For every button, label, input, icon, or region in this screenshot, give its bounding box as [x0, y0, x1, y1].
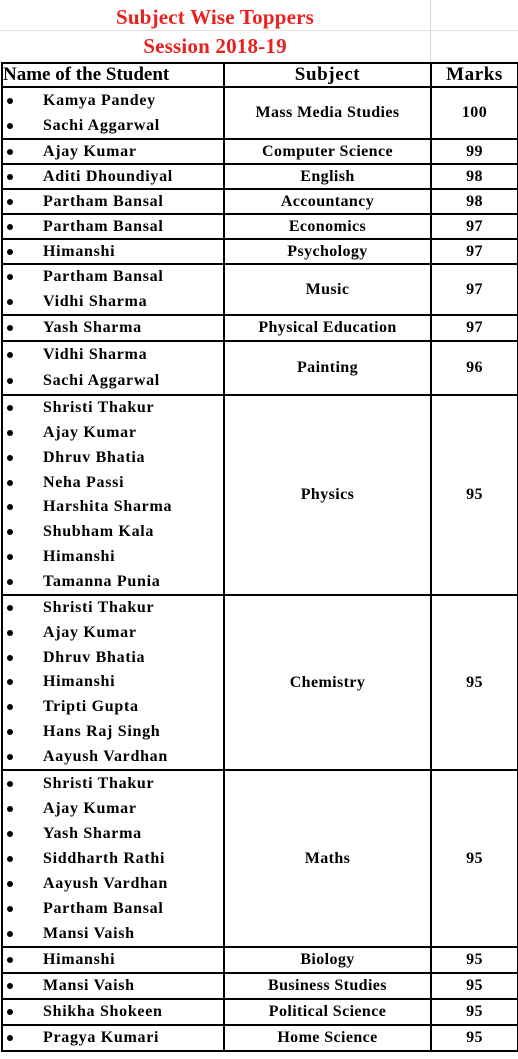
student-list-item [3, 240, 223, 263]
session-subtitle: Session 2018-19 [143, 34, 287, 58]
bullet-icon [7, 1035, 13, 1041]
bullet-icon [7, 931, 13, 937]
bullet-icon [7, 299, 13, 305]
student-list-item [3, 948, 223, 972]
bullet-icon [7, 856, 13, 862]
subject-cell: Music [224, 264, 431, 315]
bullet-icon [7, 655, 13, 661]
marks-cell: 98 [431, 189, 518, 214]
student-name: Himanshi [43, 242, 116, 260]
bullet-icon [7, 579, 13, 585]
student-name: Aayush Vardhan [43, 874, 168, 892]
student-names-cell [2, 139, 224, 164]
bullet-icon [7, 906, 13, 912]
marks-cell: 98 [431, 164, 518, 189]
table-row [2, 315, 518, 341]
table-row [2, 87, 518, 139]
table-row [2, 999, 518, 1025]
student-list-item [3, 140, 223, 163]
bullet-icon [7, 430, 13, 436]
student-list-item [3, 165, 223, 188]
subject-cell: Physical Education [224, 315, 431, 341]
student-list-item [3, 396, 223, 421]
student-names-cell [2, 264, 224, 315]
student-list-item [3, 470, 223, 495]
subject-cell: Computer Science [224, 139, 431, 164]
marks-cell: 95 [431, 999, 518, 1025]
table-row [2, 164, 518, 189]
student-list-item [3, 520, 223, 545]
bullet-icon [7, 529, 13, 535]
student-name: Partham Bansal [43, 192, 164, 210]
student-name: Himanshi [43, 673, 116, 691]
student-list-item [3, 796, 223, 821]
bullet-icon [7, 754, 13, 760]
marks-cell: 95 [431, 770, 518, 947]
student-name: Yash Sharma [43, 319, 142, 336]
student-list-item [3, 342, 223, 368]
student-names-cell [2, 770, 224, 947]
table-row [2, 595, 518, 770]
bullet-icon [7, 957, 13, 963]
table-row [2, 1025, 518, 1051]
subject-cell: Economics [224, 214, 431, 239]
student-names-cell [2, 341, 224, 395]
student-list-item [3, 670, 223, 695]
student-name: Ajay Kumar [43, 799, 137, 817]
student-name: Yash Sharma [43, 824, 142, 842]
table-row [2, 264, 518, 315]
student-name: Hans Raj Singh [43, 722, 161, 740]
student-list-item [3, 596, 223, 621]
student-name: Kamya Pandey [43, 91, 156, 109]
subject-cell: Accountancy [224, 189, 431, 214]
table-row [2, 395, 518, 595]
student-list-item [3, 421, 223, 446]
subject-cell: Physics [224, 395, 431, 595]
student-list-item [3, 290, 223, 315]
student-name: Harshita Sharma [43, 498, 173, 516]
student-list-item [3, 190, 223, 213]
bullet-icon [7, 455, 13, 461]
bullet-icon [7, 249, 13, 255]
student-names-cell [2, 395, 224, 595]
table-row [2, 139, 518, 164]
marks-cell: 95 [431, 395, 518, 595]
subject-cell: Biology [224, 947, 431, 973]
student-name: Dhruv Bhatia [43, 648, 146, 666]
header-row [2, 63, 518, 87]
student-list-item [3, 1026, 223, 1050]
student-names-cell [2, 973, 224, 999]
subject-cell: Painting [224, 341, 431, 395]
student-names-cell [2, 947, 224, 973]
subject-cell: Home Science [224, 1025, 431, 1051]
student-name: Sachi Aggarwal [43, 372, 160, 389]
table-row [2, 770, 518, 947]
bullet-icon [7, 605, 13, 611]
table-row [2, 947, 518, 973]
student-list-item [3, 744, 223, 769]
student-list-item [3, 846, 223, 871]
student-list-item [3, 896, 223, 921]
student-names-cell [2, 315, 224, 341]
student-name: Tamanna Punia [43, 572, 161, 590]
student-name: Partham Bansal [43, 217, 164, 235]
table-row [2, 973, 518, 999]
bullet-icon [7, 98, 13, 104]
bullet-icon [7, 352, 13, 358]
marks-cell: 100 [431, 87, 518, 139]
bullet-icon [7, 224, 13, 230]
table-row [2, 214, 518, 239]
subject-cell: Political Science [224, 999, 431, 1025]
student-name: Siddharth Rathi [43, 849, 166, 867]
table-row [2, 189, 518, 214]
subject-cell: Mass Media Studies [224, 87, 431, 139]
student-list-item [3, 495, 223, 520]
student-names-cell [2, 595, 224, 770]
student-name: Vidhi Sharma [43, 346, 148, 363]
student-list-item [3, 265, 223, 290]
bullet-icon [7, 554, 13, 560]
student-names-cell [2, 87, 224, 139]
student-list-item [3, 316, 223, 340]
student-name: Neha Passi [43, 473, 125, 491]
title-block [0, 0, 518, 62]
student-list-item [3, 921, 223, 946]
student-list-item [3, 1000, 223, 1024]
student-list-item [3, 974, 223, 998]
bullet-icon [7, 983, 13, 989]
bullet-icon [7, 1009, 13, 1015]
student-names-cell [2, 999, 224, 1025]
student-name: Dhruv Bhatia [43, 448, 146, 466]
marks-cell: 95 [431, 595, 518, 770]
student-names-cell [2, 1025, 224, 1051]
header-subject: Subject [224, 63, 431, 87]
subject-cell: Chemistry [224, 595, 431, 770]
marks-cell: 95 [431, 947, 518, 973]
bullet-icon [7, 405, 13, 411]
table-row [2, 239, 518, 264]
marks-cell: 96 [431, 341, 518, 395]
student-name: Partham Bansal [43, 899, 164, 917]
bullet-icon [7, 123, 13, 129]
table-body [2, 87, 518, 1051]
student-name: Partham Bansal [43, 268, 164, 286]
bullet-icon [7, 679, 13, 685]
student-list-item [3, 695, 223, 720]
grid-line [0, 30, 518, 31]
student-list-item [3, 88, 223, 113]
student-list-item [3, 215, 223, 238]
student-names-cell [2, 239, 224, 264]
student-name: Aditi Dhoundiyal [43, 167, 173, 185]
table-row [2, 341, 518, 395]
student-list-item [3, 545, 223, 570]
student-name: Himanshi [43, 951, 116, 968]
subject-cell: Psychology [224, 239, 431, 264]
student-name: Shristi Thakur [43, 599, 155, 617]
bullet-icon [7, 149, 13, 155]
student-name: Shristi Thakur [43, 399, 155, 417]
subject-cell: Business Studies [224, 973, 431, 999]
student-list-item [3, 871, 223, 896]
student-name: Ajay Kumar [43, 142, 137, 160]
student-name: Aayush Vardhan [43, 747, 168, 765]
marks-cell: 95 [431, 1025, 518, 1051]
bullet-icon [7, 274, 13, 280]
student-name: Shikha Shokeen [43, 1003, 163, 1020]
student-name: Pragya Kumari [43, 1029, 160, 1046]
student-list-item [3, 621, 223, 646]
bullet-icon [7, 480, 13, 486]
student-name: Vidhi Sharma [43, 292, 148, 310]
student-list-item [3, 569, 223, 594]
student-name: Mansi Vaish [43, 977, 135, 994]
student-list-item [3, 113, 223, 138]
page-title: Subject Wise Toppers [115, 5, 315, 29]
bullet-icon [7, 729, 13, 735]
student-name: Ajay Kumar [43, 624, 137, 642]
bullet-icon [7, 806, 13, 812]
student-name: Sachi Aggarwal [43, 116, 160, 134]
bullet-icon [7, 704, 13, 710]
student-name: Mansi Vaish [43, 924, 135, 942]
marks-cell: 99 [431, 139, 518, 164]
bullet-icon [7, 831, 13, 837]
bullet-icon [7, 174, 13, 180]
toppers-table [1, 62, 518, 1052]
bullet-icon [7, 630, 13, 636]
marks-cell: 97 [431, 214, 518, 239]
student-name: Tripti Gupta [43, 698, 139, 716]
bullet-icon [7, 199, 13, 205]
bullet-icon [7, 881, 13, 887]
student-name: Shristi Thakur [43, 774, 155, 792]
bullet-icon [7, 504, 13, 510]
header-name: Name of the Student [2, 63, 224, 87]
student-list-item [3, 821, 223, 846]
marks-cell: 97 [431, 315, 518, 341]
student-name: Himanshi [43, 547, 116, 565]
bullet-icon [7, 378, 13, 384]
bullet-icon [7, 325, 13, 331]
student-list-item [3, 645, 223, 670]
subject-cell: Maths [224, 770, 431, 947]
subject-cell: English [224, 164, 431, 189]
student-names-cell [2, 214, 224, 239]
marks-cell: 97 [431, 239, 518, 264]
bullet-icon [7, 781, 13, 787]
student-names-cell [2, 164, 224, 189]
student-name: Shubham Kala [43, 523, 155, 541]
student-names-cell [2, 189, 224, 214]
header-marks: Marks [431, 63, 518, 87]
student-list-item [3, 368, 223, 394]
student-list-item [3, 720, 223, 745]
student-list-item [3, 771, 223, 796]
student-name: Ajay Kumar [43, 424, 137, 442]
marks-cell: 97 [431, 264, 518, 315]
marks-cell: 95 [431, 973, 518, 999]
student-list-item [3, 446, 223, 471]
